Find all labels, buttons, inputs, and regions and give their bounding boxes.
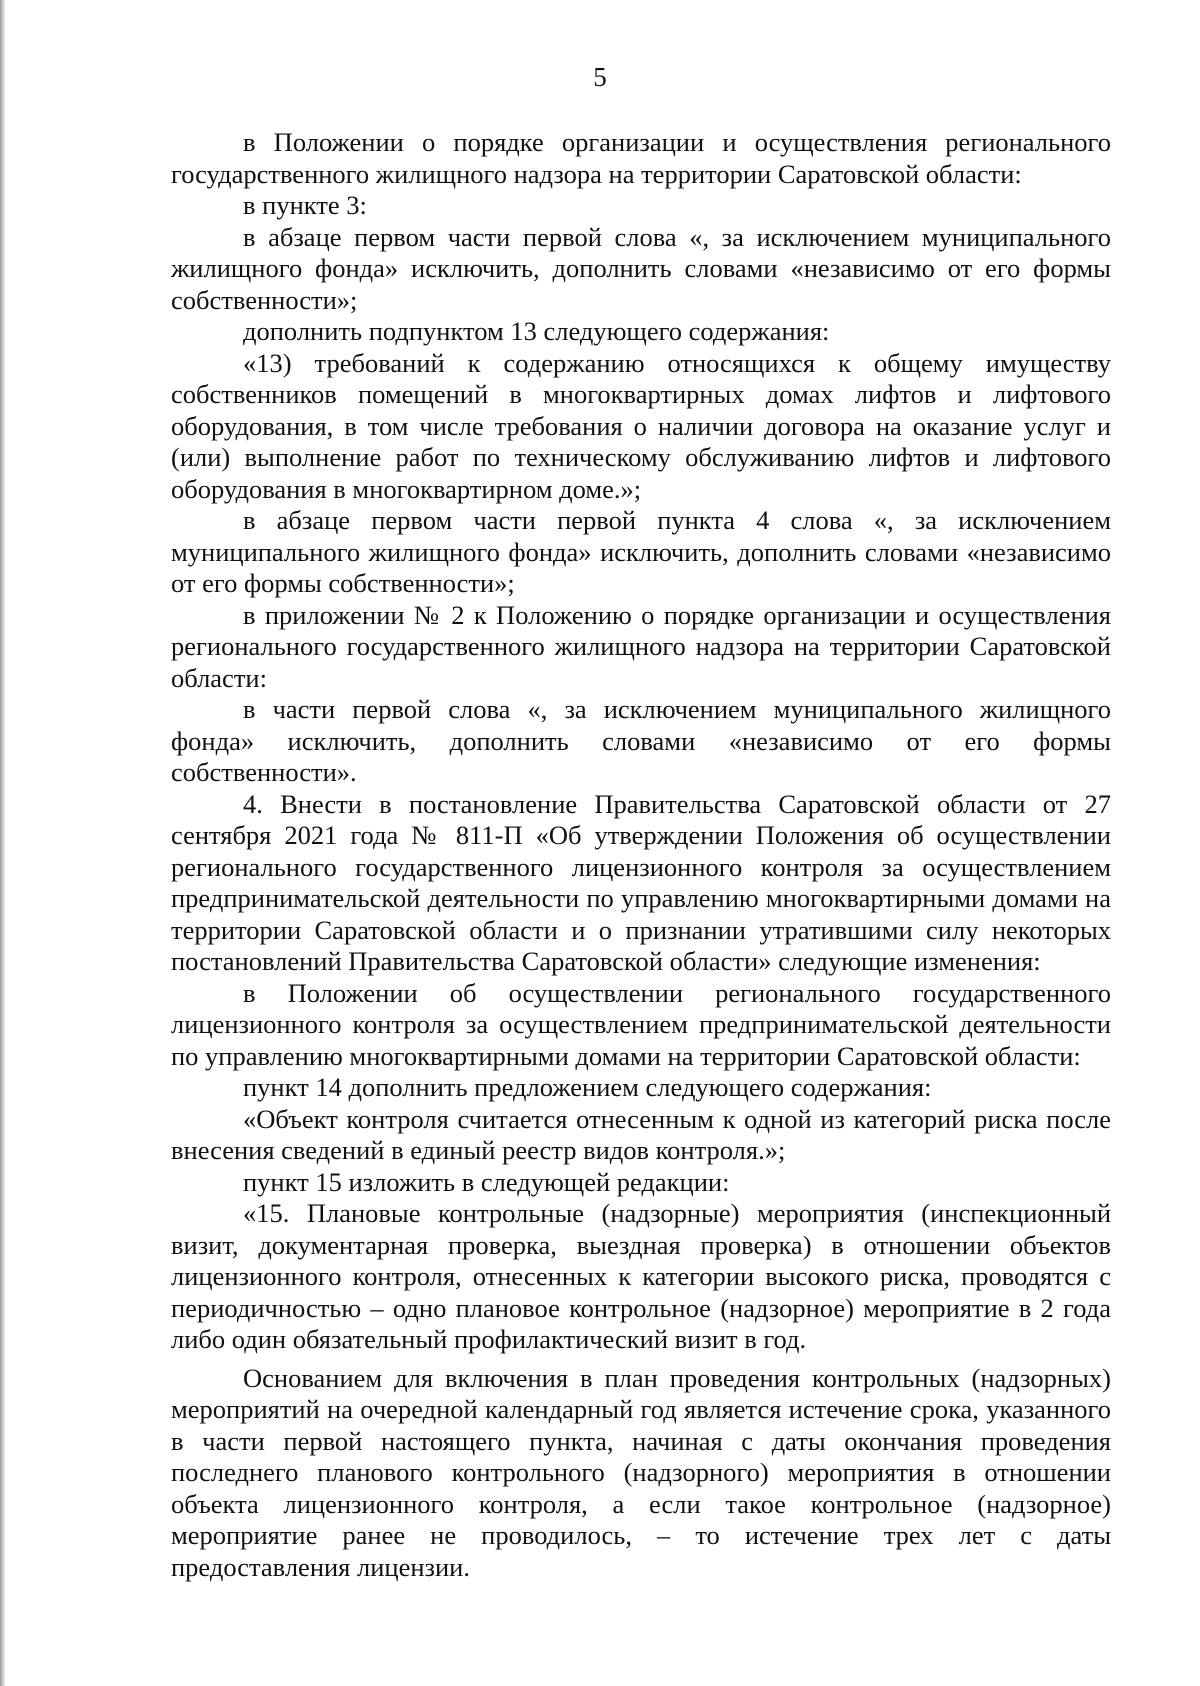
paragraph: в пункте 3: [243, 190, 367, 220]
paragraph: пункт 15 изложить в следующей редакции: [243, 1166, 730, 1197]
paragraph: в части первой слова «, за исключением муниципального жилищного фонда» исключить, дополнить словами «независимо от его формы собственности». [171, 694, 1111, 787]
scan-edge-shadow [0, 0, 6, 1686]
paragraph: «15. Плановые контрольные (надзорные) мероприятия (инспекционный визит, документарная проверка, выездная проверка) в отношении объектов лицензионного контроля, отнесенных к категории высокого риска, проводятся с периодичностью – одно плановое контрольное (надзорное) мероприятие в 2 года либо один обязательный профилактический визит в год. [171, 1198, 1111, 1354]
paragraph: «Объект контроля считается отнесенным к одной из категорий риска после внесения сведений в единый реестр видов контроля.»; [171, 1103, 1111, 1165]
paragraph: Основанием для включения в план проведения контрольных (надзорных) мероприятий на очередной календарный год является истечение срока, указанного в части первой настоящего пункта, начиная с даты окончания проведения последнего планового контрольного (надзорного) мероприятия в отношении объекта лицензионного контроля, а если такое контрольное (надзорное) мероприятие ранее не проводилось, – то истечение трех лет с даты предоставления лицензии. [171, 1362, 1111, 1582]
document-body [171, 127, 1111, 1583]
paragraph: в абзаце первом части первой слова «, за исключением муниципального жилищного фонда» исключить, дополнить словами «независимо от его формы собственности»; [171, 221, 1111, 315]
paragraph: в приложении № 2 к Положению о порядке организации и осуществления регионального государственного жилищного надзора на территории Саратовской области: [171, 599, 1111, 693]
paragraph: в Положении об осуществлении регионального государственного лицензионного контроля за осуществлением предпринимательской деятельности по управлению многоквартирными домами на территории Саратовской области: [171, 977, 1111, 1071]
page-number: 5 [593, 62, 607, 92]
paragraph: «13) требований к содержанию относящихся к общему имуществу собственников помещений в многоквартирных домах лифтов и лифтового оборудования, в том числе требования о наличии договора на оказание услуг и (или) выполнение работ по техническому обслуживанию лифтов и лифтового оборудования в многоквартирном доме.»; [171, 347, 1111, 504]
paragraph: 4. Внести в постановление Правительства Саратовской области от 27 сентября 2021 года № 811-П «Об утверждении Положения об осуществлении регионального государственного лицензионного контроля за осуществлением предпринимательской деятельности по управлению многоквартирными домами на территории Саратовской области и о признании утратившими силу некоторых постановлений Правительства Саратовской области» следующие изменения: [171, 788, 1111, 976]
paragraph: пункт 14 дополнить предложением следующего содержания: [243, 1072, 932, 1102]
paragraph: в абзаце первом части первой пункта 4 слова «, за исключением муниципального жилищного фонда» исключить, дополнить словами «независимо от его формы собственности»; [171, 505, 1111, 598]
paragraph: дополнить подпунктом 13 следующего содержания: [243, 316, 830, 346]
paragraph: в Положении о порядке организации и осуществления регионального государственного жилищного надзора на территории Саратовской области: [171, 127, 1111, 189]
